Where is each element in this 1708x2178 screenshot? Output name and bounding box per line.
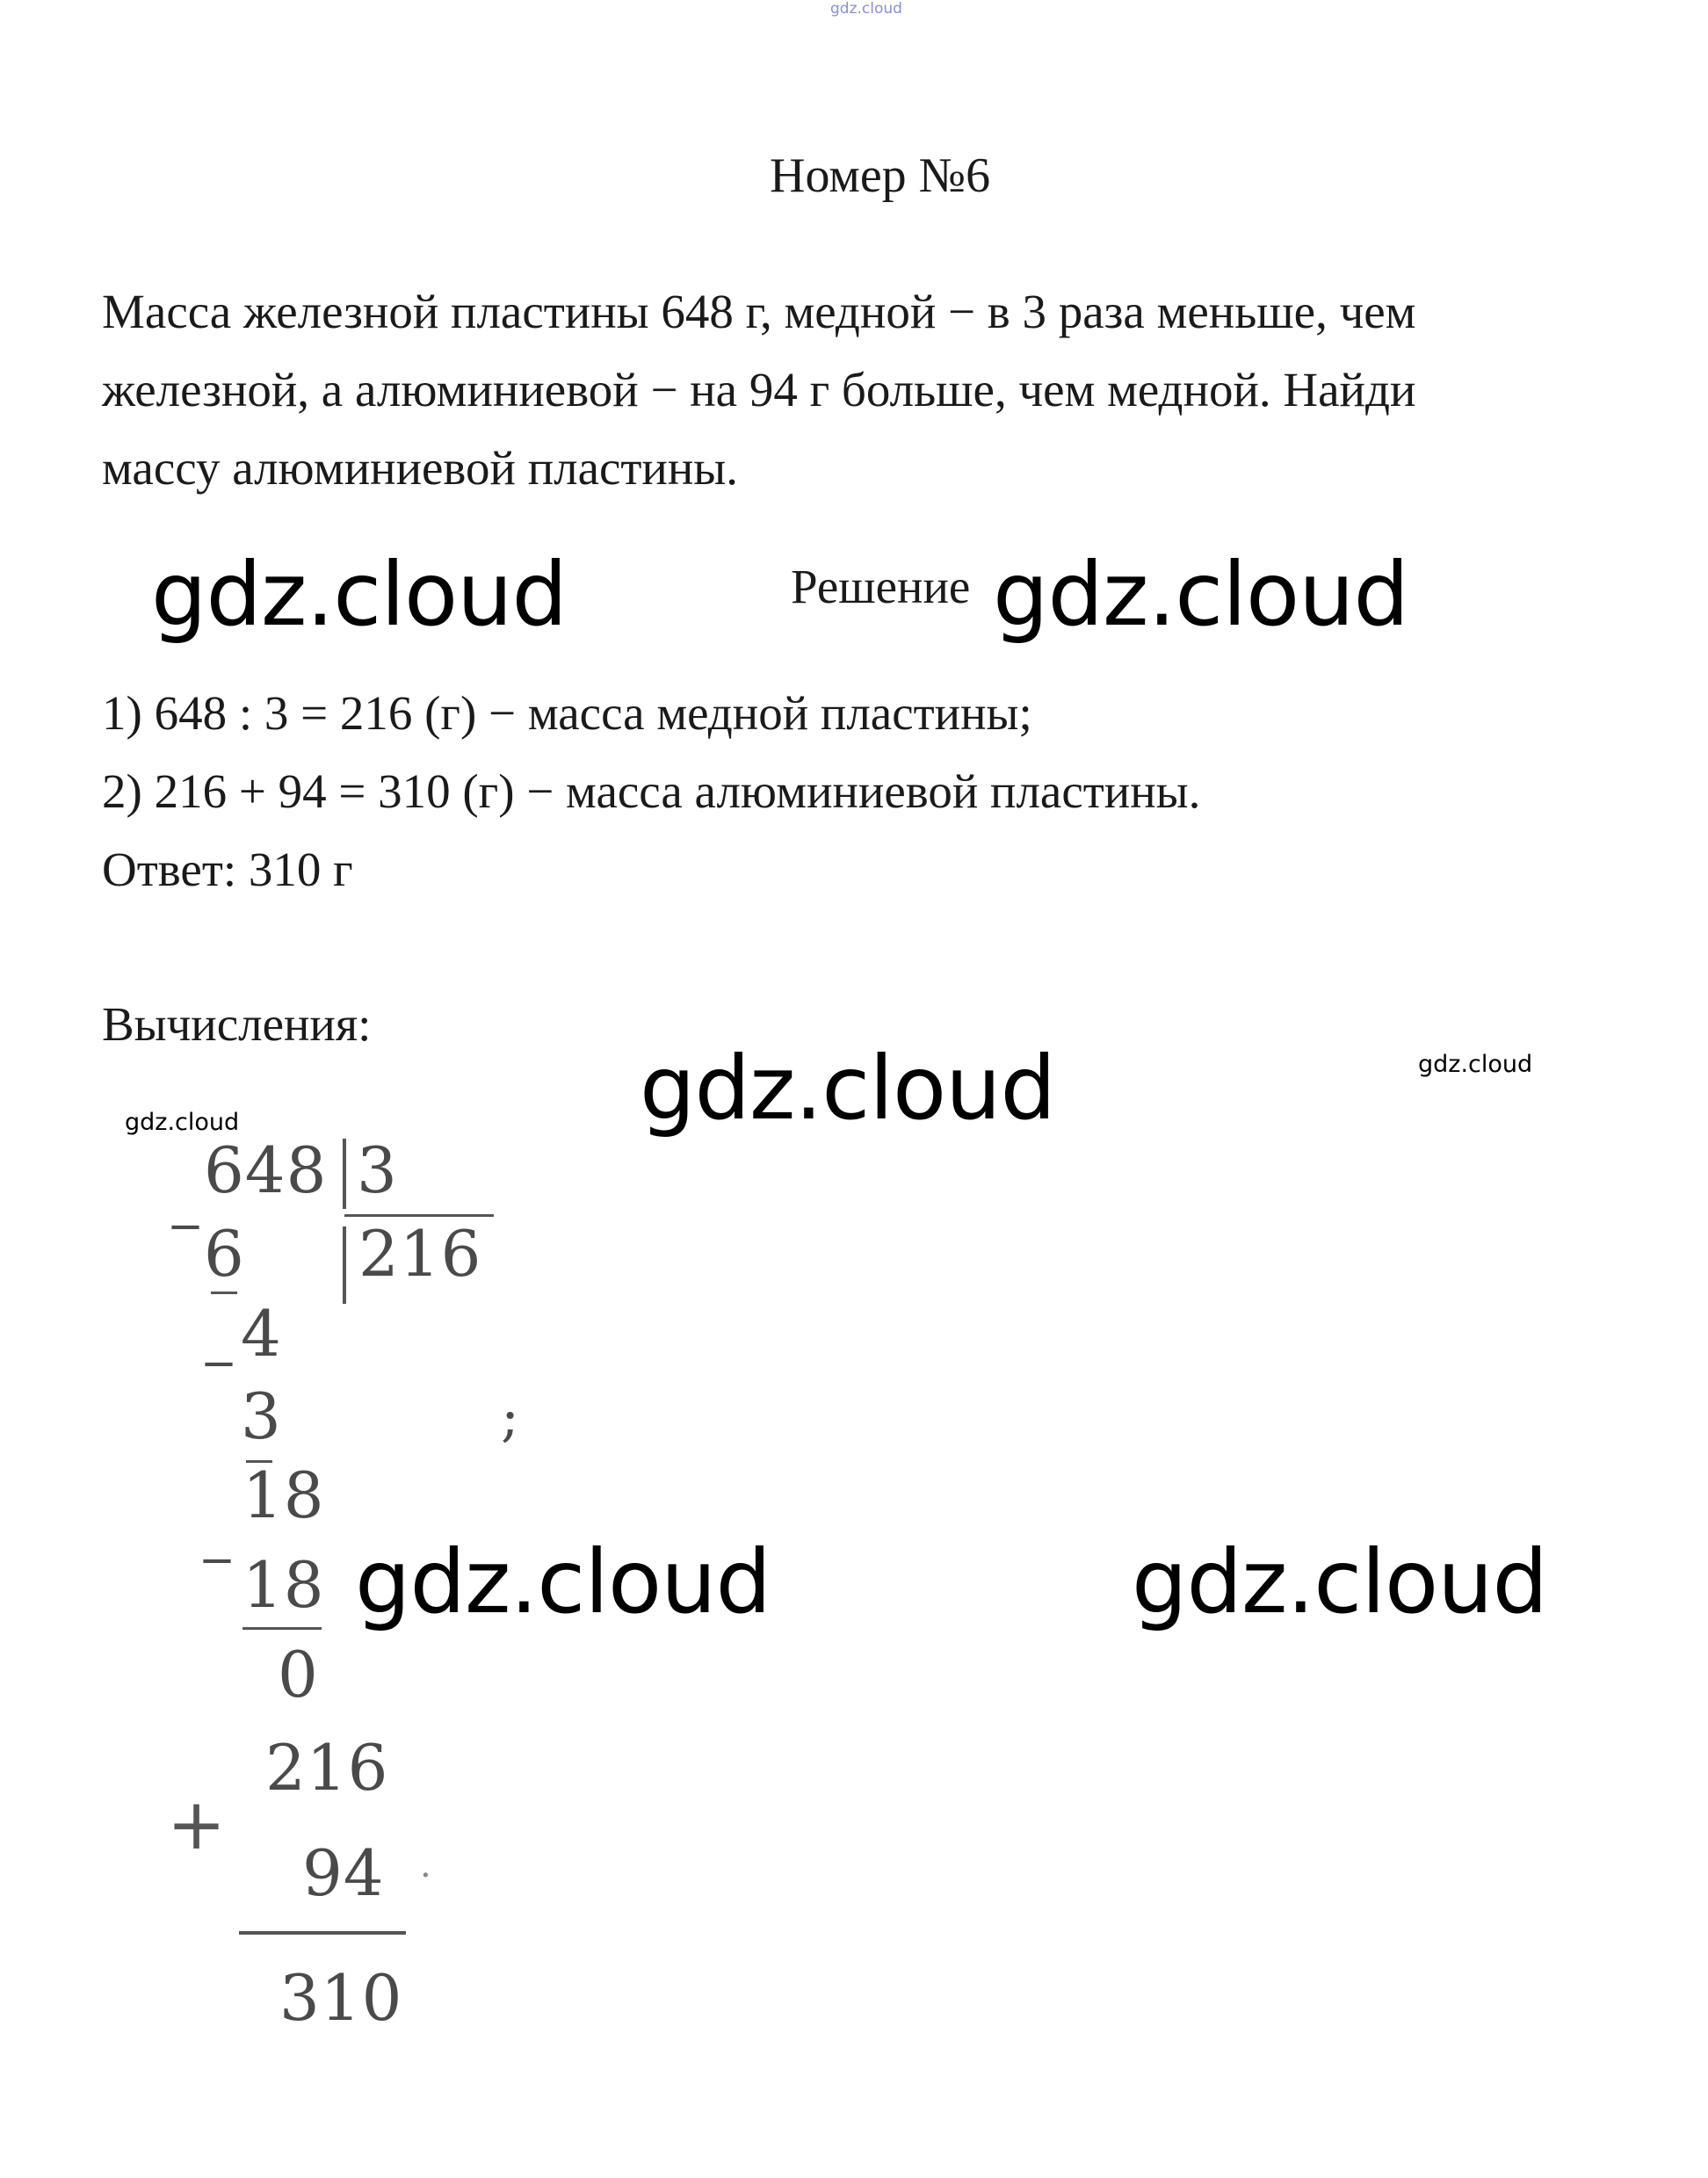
plus-sign: + [167, 1784, 227, 1865]
solution-heading: Решение [791, 560, 971, 613]
partial-subtrahend: 3 [241, 1379, 282, 1453]
subtraction-line [242, 1627, 322, 1630]
dividend: 648 [204, 1133, 328, 1207]
division-bar [343, 1139, 346, 1209]
separator: ; [501, 1385, 520, 1449]
watermark: gdz.cloud [640, 1037, 1056, 1140]
division-remainder: 0 [278, 1638, 319, 1711]
page-title: Номер №6 [770, 148, 991, 203]
watermark: gdz.cloud [1132, 1530, 1548, 1633]
sum-line [239, 1931, 406, 1935]
solution-step: 1) 648 : 3 = 216 (г) − масса медной пластины; [102, 686, 1032, 740]
solution-step: 2) 216 + 94 = 310 (г) − масса алюминиевой пластины. [102, 764, 1201, 818]
problem-line: Масса железной пластины 648 г, медной − в 3 раза меньше, чем [102, 285, 1416, 338]
partial-subtrahend: 18 [242, 1548, 325, 1622]
answer: Ответ: 310 г [102, 843, 353, 896]
watermark: gdz.cloud [993, 543, 1409, 646]
watermark: gdz.cloud [125, 1109, 240, 1136]
addend: 216 [265, 1731, 389, 1805]
minus-sign: _ [204, 1502, 231, 1564]
division-bar [343, 1226, 346, 1304]
sum: 310 [279, 1961, 403, 2035]
problem-line: массу алюминиевой пластины. [102, 441, 738, 495]
partial-remainder: 18 [242, 1458, 325, 1532]
minus-sign: _ [172, 1169, 199, 1230]
quotient: 216 [358, 1217, 482, 1291]
subtraction-line [211, 1292, 237, 1294]
divisor: 3 [357, 1133, 398, 1207]
problem-line: железной, а алюминиевой − на 94 г больше, чем медной. Найди [102, 363, 1416, 416]
problem-statement [102, 272, 1666, 507]
period: . [420, 1845, 432, 1885]
minus-sign: _ [206, 1306, 233, 1367]
partial-remainder: 4 [241, 1297, 282, 1371]
watermark-top: gdz.cloud [830, 0, 902, 18]
calculations-heading: Вычисления: [102, 997, 372, 1051]
watermark: gdz.cloud [355, 1530, 771, 1633]
watermark: gdz.cloud [1418, 1051, 1533, 1078]
partial-subtrahend: 6 [204, 1217, 245, 1291]
addend: 94 [302, 1836, 385, 1910]
watermark: gdz.cloud [151, 543, 568, 646]
